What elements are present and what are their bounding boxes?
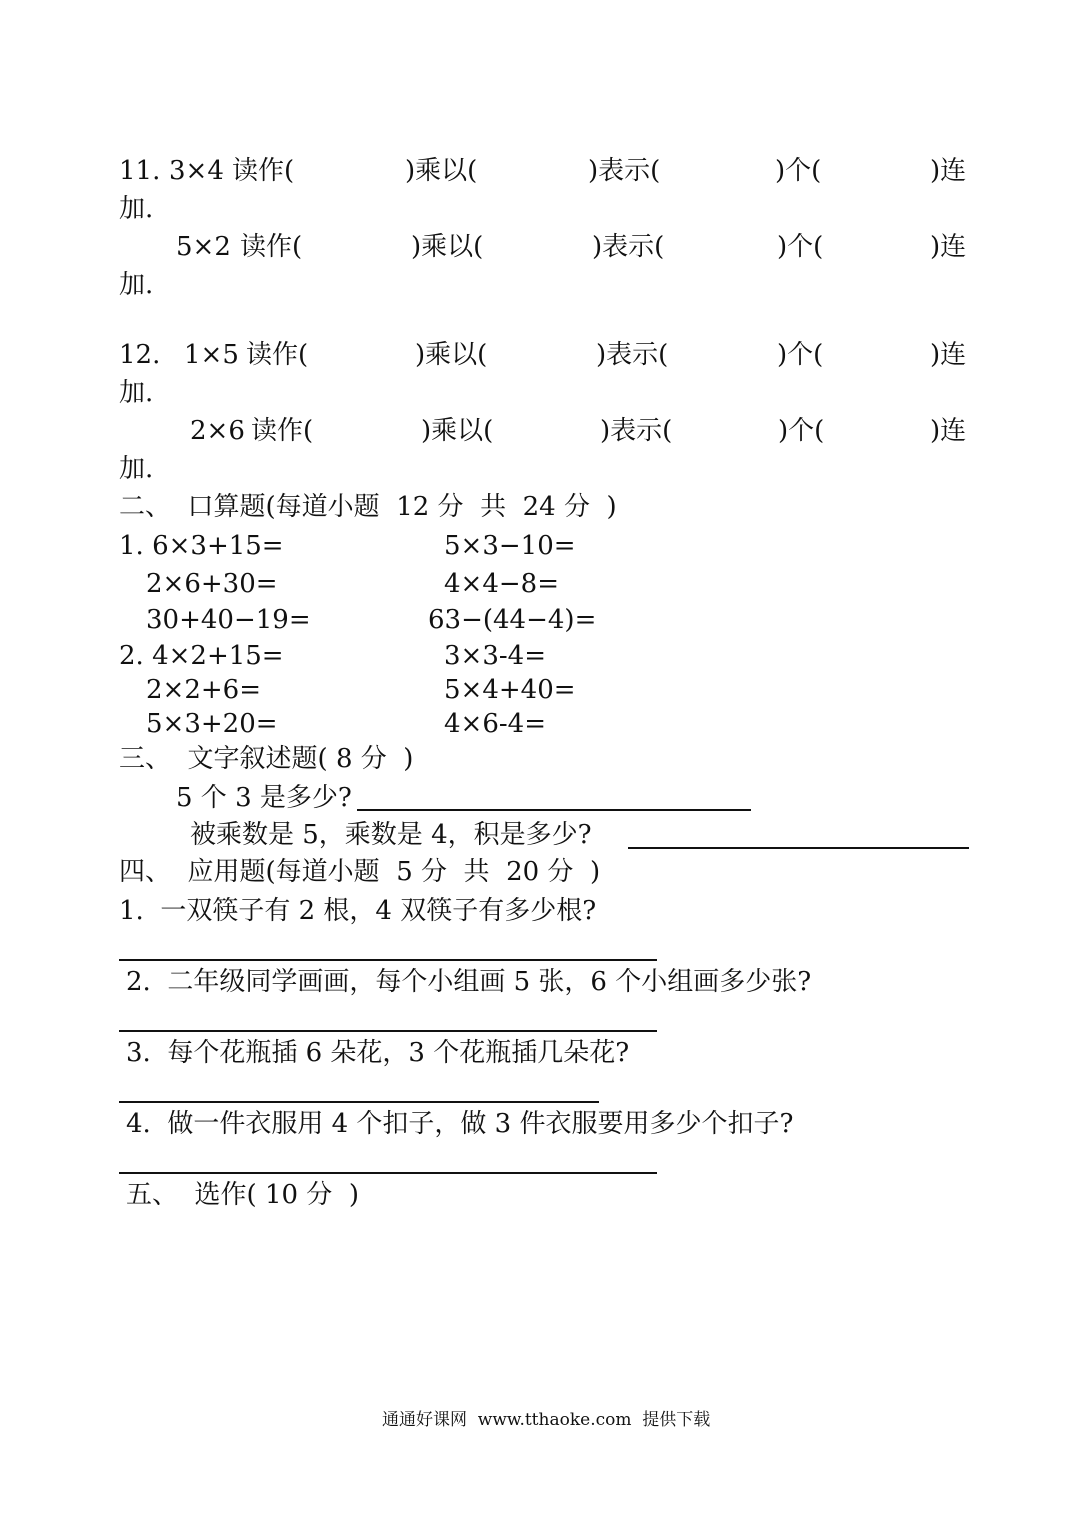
arith-left-1: 1. 6×3+15= (119, 531, 284, 561)
answer-line-problem-3 (119, 1101, 599, 1103)
answer-line-statement-2 (628, 847, 969, 849)
q11-expression: 3×4 (169, 156, 224, 186)
arith-right-6: 4×6-4= (444, 709, 546, 739)
footer-text: 通通好课网 www.tthaoke.com 提供下载 (382, 1410, 711, 1430)
q11b-multiply-by: )乘以( (411, 232, 484, 262)
q12-add-repeatedly: )连 (930, 340, 967, 370)
q12-expression: 1×5 (184, 340, 239, 370)
answer-line-problem-4 (119, 1172, 657, 1174)
q11-means: )表示( (588, 156, 661, 186)
problem-3: 3. 每个花瓶插 6 朵花，3 个花瓶插几朵花? (126, 1038, 630, 1068)
arith-right-4: 3×3-4= (444, 641, 546, 671)
q12b-expression: 2×6 (190, 416, 245, 446)
q11b-count: )个( (777, 232, 824, 262)
q11b-read-as: 读作( (240, 232, 303, 262)
q12b-add-repeatedly: )连 (930, 416, 967, 446)
arith-left-4: 2. 4×2+15= (119, 641, 284, 671)
q11-multiply-by: )乘以( (405, 156, 478, 186)
arith-right-5: 5×4+40= (444, 675, 576, 705)
answer-line-statement-1 (357, 809, 751, 811)
q12-means: )表示( (596, 340, 669, 370)
q12b-count: )个( (778, 416, 825, 446)
arith-right-3: 63−(44−4)= (428, 605, 597, 635)
q11b-expression: 5×2 (176, 232, 231, 262)
arith-right-2: 4×4−8= (444, 569, 559, 599)
arith-left-6: 5×3+20= (146, 709, 278, 739)
q11-read-as: 读作( (232, 156, 295, 186)
problem-1: 1. 一双筷子有 2 根，4 双筷子有多少根? (119, 896, 597, 926)
q12-read-as: 读作( (246, 340, 309, 370)
arith-left-3: 30+40−19= (146, 605, 311, 635)
section4-heading: 四、 应用题(每道小题 5 分 共 20 分 ) (119, 857, 601, 887)
statement-1: 5 个 3 是多少? (176, 783, 352, 813)
answer-line-problem-1 (119, 959, 657, 961)
q12b-continuation: 加. (119, 454, 154, 484)
answer-line-problem-2 (119, 1030, 657, 1032)
q12b-read-as: 读作( (251, 416, 314, 446)
q11-count: )个( (775, 156, 822, 186)
q11-number: 11. (119, 156, 161, 186)
q12b-means: )表示( (600, 416, 673, 446)
section3-heading: 三、 文字叙述题( 8 分 ) (119, 744, 414, 774)
q11-add-repeatedly: )连 (930, 156, 967, 186)
q11-continuation: 加. (119, 194, 154, 224)
problem-4: 4. 做一件衣服用 4 个扣子，做 3 件衣服要用多少个扣子? (126, 1109, 794, 1139)
q11b-continuation: 加. (119, 270, 154, 300)
q12-continuation: 加. (119, 378, 154, 408)
problem-2: 2. 二年级同学画画，每个小组画 5 张，6 个小组画多少张? (126, 967, 812, 997)
section5-heading: 五、 选作( 10 分 ) (126, 1180, 359, 1210)
arith-left-5: 2×2+6= (146, 675, 261, 705)
q12-multiply-by: )乘以( (415, 340, 488, 370)
arith-right-1: 5×3−10= (444, 531, 576, 561)
arith-left-2: 2×6+30= (146, 569, 278, 599)
q11b-add-repeatedly: )连 (930, 232, 967, 262)
q12b-multiply-by: )乘以( (421, 416, 494, 446)
q12-count: )个( (777, 340, 824, 370)
q11b-means: )表示( (592, 232, 665, 262)
section2-heading: 二、 口算题(每道小题 12 分 共 24 分 ) (119, 492, 617, 522)
q12-number: 12. (119, 340, 161, 370)
statement-2: 被乘数是 5，乘数是 4，积是多少? (190, 820, 592, 850)
